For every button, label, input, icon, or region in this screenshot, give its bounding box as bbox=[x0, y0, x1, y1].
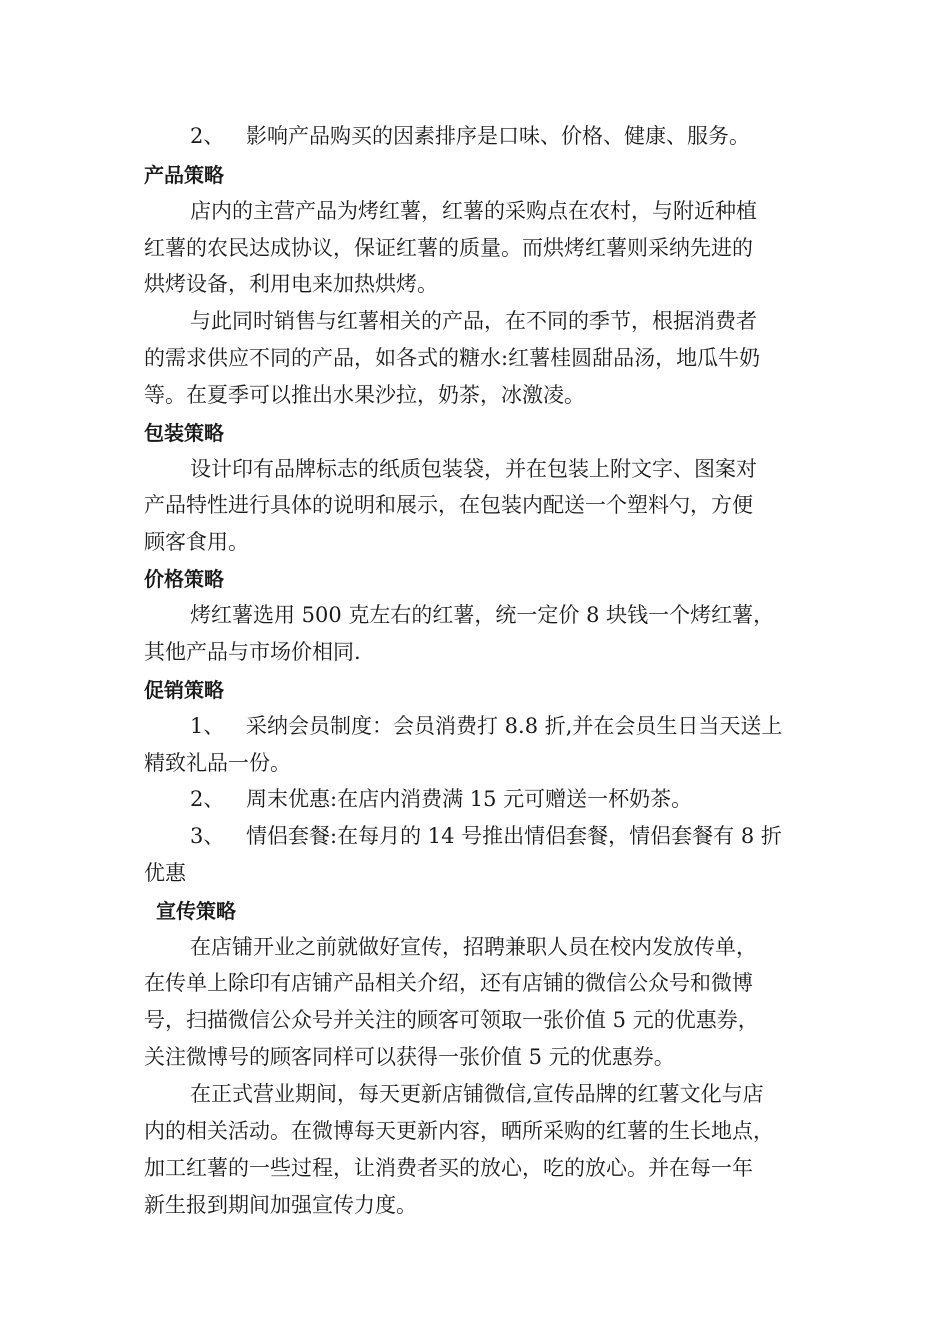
paragraph-line: 等。在夏季可以推出水果沙拉，奶茶，冰激凌。 bbox=[144, 383, 585, 407]
paragraph-line: 新生报到期间加强宣传力度。 bbox=[144, 1193, 417, 1217]
paragraph-line: 红薯的农民达成协议，保证红薯的质量。而烘烤红薯则采纳先进的 bbox=[144, 236, 753, 260]
list-item bbox=[190, 784, 692, 814]
list-number: 1、 bbox=[190, 714, 225, 738]
paragraph-line: 烤红薯选用 500 克左右的红薯，统一定价 8 块钱一个烤红薯， bbox=[190, 603, 775, 627]
paragraph-line: 号，扫描微信公众号并关注的顾客可领取一张价值 5 元的优惠券， bbox=[144, 1008, 759, 1032]
list-text-continued: 精致礼品一份。 bbox=[144, 751, 291, 775]
paragraph-line: 烘烤设备，利用电来加热烘烤。 bbox=[144, 272, 438, 296]
section-heading: 包装策略 bbox=[144, 421, 224, 445]
paragraph-line: 与此同时销售与红薯相关的产品，在不同的季节，根据消费者 bbox=[190, 309, 757, 333]
section-heading: 价格策略 bbox=[144, 567, 224, 591]
list-text: 影响产品购买的因素排序是口味、价格、健康、服务。 bbox=[246, 124, 750, 148]
paragraph-line: 在正式营业期间，每天更新店铺微信,宣传品牌的红薯文化与店 bbox=[190, 1082, 764, 1106]
list-number: 2、 bbox=[190, 124, 225, 148]
list-item bbox=[190, 711, 782, 741]
paragraph-line: 的需求供应不同的产品，如各式的糖水:红薯桂圆甜品汤，地瓜牛奶 bbox=[144, 346, 761, 370]
paragraph-line: 产品特性进行具体的说明和展示，在包装内配送一个塑料勺，方便 bbox=[144, 493, 753, 517]
section-heading: 宣传策略 bbox=[156, 899, 236, 923]
paragraph-line: 内的相关活动。在微博每天更新内容，晒所采购的红薯的生长地点， bbox=[144, 1119, 774, 1143]
paragraph-line: 顾客食用。 bbox=[144, 530, 249, 554]
paragraph-line: 关注微博号的顾客同样可以获得一张价值 5 元的优惠券。 bbox=[144, 1045, 675, 1069]
list-item bbox=[190, 821, 782, 851]
paragraph-line: 设计印有品牌标志的纸质包装袋，并在包装上附文字、图案对 bbox=[190, 457, 757, 481]
list-text: 周末优惠:在店内消费满 15 元可赠送一杯奶茶。 bbox=[246, 787, 693, 811]
paragraph-line: 在传单上除印有店铺产品相关介绍，还有店铺的微信公众号和微博 bbox=[144, 971, 753, 995]
list-text-continued: 优惠 bbox=[144, 861, 186, 885]
list-text: 情侣套餐:在每月的 14 号推出情侣套餐，情侣套餐有 8 折 bbox=[246, 824, 782, 848]
list-number: 3、 bbox=[190, 824, 225, 848]
paragraph-line: 其他产品与市场价相同. bbox=[144, 640, 361, 664]
section-heading: 促销策略 bbox=[144, 678, 224, 702]
list-item bbox=[190, 121, 750, 151]
paragraph-line: 加工红薯的一些过程，让消费者买的放心，吃的放心。并在每一年 bbox=[144, 1156, 753, 1180]
paragraph-line: 在店铺开业之前就做好宣传，招聘兼职人员在校内发放传单， bbox=[190, 935, 757, 959]
section-heading: 产品策略 bbox=[144, 163, 224, 187]
list-text: 采纳会员制度：会员消费打 8.8 折,并在会员生日当天送上 bbox=[246, 714, 783, 738]
paragraph-line: 店内的主营产品为烤红薯，红薯的采购点在农村，与附近种植 bbox=[190, 199, 757, 223]
list-number: 2、 bbox=[190, 787, 225, 811]
